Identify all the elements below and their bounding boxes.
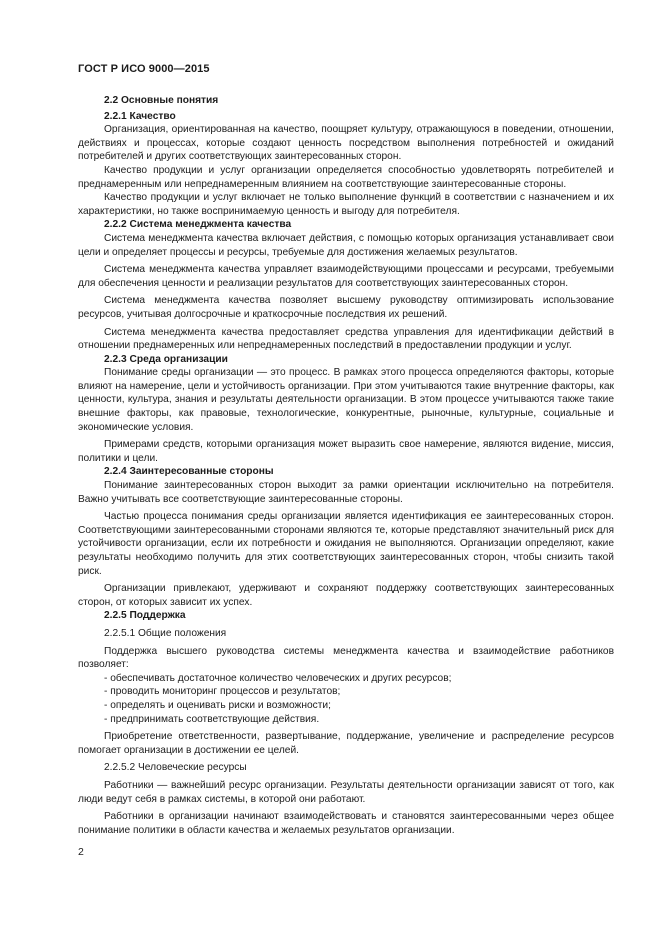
paragraph: Частью процесса понимания среды организации является идентификация ее заинтересованных сторон. Соответствующими заинтересованными сторонами являются те, которые представляют значительный риск для устойчивости организации, если их потребности и ожидания не выполняются. Организации определяют, какие результаты необходимо получить для этих соответствующих заинтересованных сторон, чтобы снизить такой риск. — [78, 511, 614, 577]
paragraph: Система менеджмента качества включает действия, с помощью которых организация устанавливает свои цели и определяет процессы и ресурсы, требуемые для достижения желаемых результатов. — [78, 232, 614, 258]
document-body — [78, 94, 614, 837]
subsection-heading: 2.2.1 Качество — [104, 110, 176, 122]
paragraph: Понимание среды организации — это процесс. В рамках этого процесса определяются факторы, которые влияют на намерение, цели и устойчивость организации. При этом учитываются такие внутренние факторы, как ценности, культура, знания и результаты деятельности организации. В этом процессе учитываются также такие внешние факторы, как правовые, технологические, конкурентные, рыночные, культурные, социальные и экономические условия. — [78, 367, 614, 433]
paragraph: Качество продукции и услуг включает не только выполнение функций в соответствии с назначением и их характеристики, но также воспринимаемую ценность и выгоду для потребителя. — [78, 192, 614, 217]
paragraph: Система менеджмента качества позволяет высшему руководству оптимизировать использование ресурсов, учитывая долгосрочные и краткосрочные последствия их решений. — [78, 295, 614, 320]
paragraph: Понимание заинтересованных сторон выходит за рамки ориентации исключительно на потребителя. Важно учитывать все соответствующие заинтересованные стороны. — [78, 480, 614, 505]
paragraph: Работники в организации начинают взаимодействовать и становятся заинтересованными через общее понимание политики в области качества и желаемых результатов организации. — [78, 811, 614, 836]
clause-title: 2.2.5.2 Человеческие ресурсы — [104, 762, 247, 774]
paragraph: Работники — важнейший ресурс организации. Результаты деятельности организации зависят от того, как люди ведут себя в рамках системы, в которой они работают. — [78, 779, 614, 805]
paragraph: Поддержка высшего руководства системы менеджмента качества и взаимодействие работников позволяет: — [78, 645, 614, 671]
paragraph: Организация, ориентированная на качество, поощряет культуру, отражающуюся в поведении, отношении, действиях и процессах, которые создают ценность посредством выполнения потребностей и ожиданий потребителей и других соответствующих заинтересованных сторон. — [78, 124, 614, 163]
list-item: - обеспечивать достаточное количество человеческих и других ресурсов; — [104, 672, 452, 684]
page-number: 2 — [78, 846, 84, 858]
list-item: - определять и оценивать риски и возможности; — [104, 699, 331, 711]
list-item: - проводить мониторинг процессов и результатов; — [104, 686, 341, 698]
subsection-heading: 2.2.4 Заинтересованные стороны — [104, 466, 274, 478]
subsection-heading: 2.2.5 Поддержка — [104, 610, 186, 622]
paragraph: Приобретение ответственности, развертывание, поддержание, увеличение и распределение ресурсов помогает организации в достижении ее целей. — [78, 731, 614, 756]
paragraph: Организации привлекают, удерживают и сохраняют поддержку соответствующих заинтересованных сторон, от которых зависит их успех. — [78, 583, 614, 608]
clause-title: 2.2.5.1 Общие положения — [104, 627, 227, 639]
subsection-heading: 2.2.3 Среда организации — [104, 353, 228, 365]
paragraph: Качество продукции и услуг организации определяется способностью удовлетворять потребителей и преднамеренным или непреднамеренным влиянием на соответствующие заинтересованные стороны. — [78, 164, 614, 190]
paragraph: Система менеджмента качества предоставляет средства управления для идентификации действий в отношении преднамеренных или непреднамеренных последствий в предоставлении продукции и услуг. — [78, 326, 614, 352]
section-heading: 2.2 Основные понятия — [104, 95, 219, 106]
list-item: - предпринимать соответствующие действия. — [104, 713, 320, 725]
document-header: ГОСТ Р ИСО 9000—2015 — [78, 63, 210, 75]
paragraph: Примерами средств, которыми организация может выразить свое намерение, являются видение, миссия, политики и цели. — [78, 439, 614, 464]
subsection-heading: 2.2.2 Система менеджмента качества — [104, 219, 292, 231]
paragraph: Система менеджмента качества управляет взаимодействующими процессами и ресурсами, требуемыми для обеспечения ценности и реализации результатов для соответствующих заинтересованных сторон. — [78, 264, 614, 289]
